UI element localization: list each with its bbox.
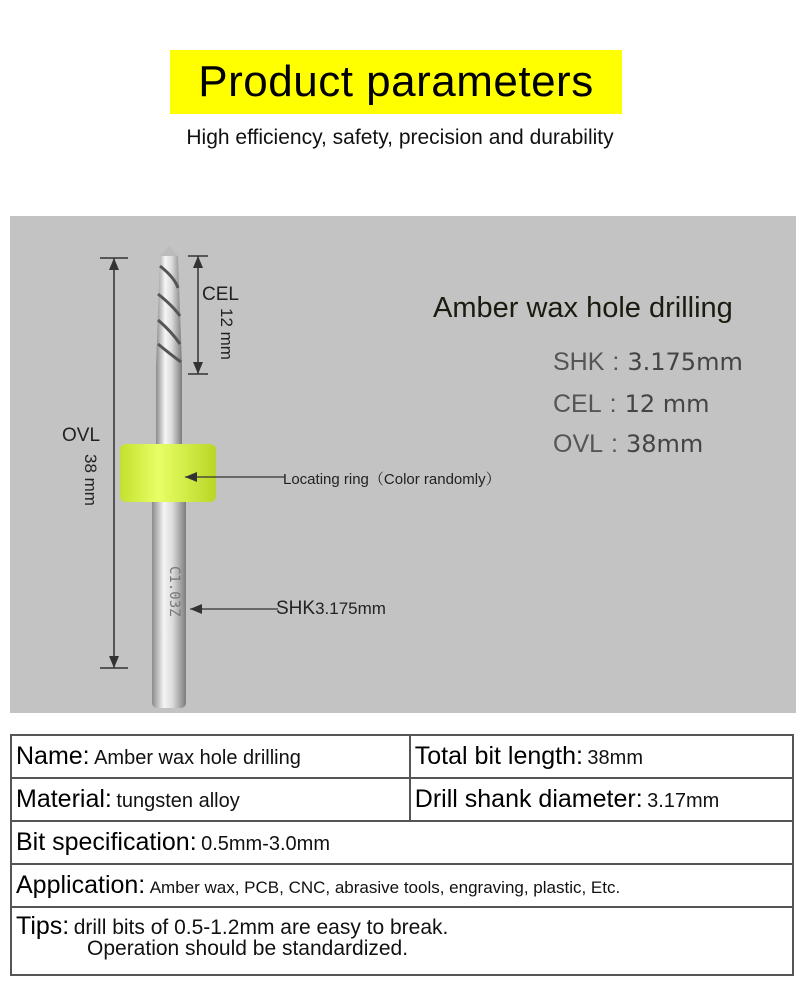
application-value: Amber wax, PCB, CNC, abrasive tools, engraving, plastic, Etc. — [149, 878, 621, 897]
spec-row-ovl — [553, 430, 703, 459]
spec-value: 12 mm — [624, 390, 710, 418]
shk-value: 3.175mm — [315, 599, 386, 618]
spec-table — [10, 734, 794, 976]
cel-length-label: 12 mm — [217, 308, 236, 360]
spec-value: 38mm — [625, 430, 704, 458]
table-row — [11, 735, 793, 778]
application-cell — [11, 864, 793, 907]
product-photo — [10, 216, 796, 713]
material-cell — [11, 778, 410, 821]
application-key: Application: — [16, 871, 146, 899]
page-title: Product parameters — [198, 57, 594, 106]
bit-spec-cell — [11, 821, 793, 864]
shank-value: 3.17mm — [647, 790, 720, 812]
spec-key: SHK — [553, 348, 605, 376]
locating-ring-shape — [120, 444, 216, 502]
spec-key: OVL — [553, 430, 604, 458]
ovl-length-label: 38 mm — [81, 454, 100, 506]
product-name: Amber wax hole drilling — [433, 292, 733, 324]
bit-spec-key: Bit specification: — [16, 828, 197, 856]
cel-label: CEL — [202, 284, 239, 305]
shank-key: Drill shank diameter: — [414, 785, 643, 813]
name-value: Amber wax hole drilling — [94, 747, 301, 769]
table-row — [11, 821, 793, 864]
ovl-label: OVL — [62, 425, 101, 446]
material-key: Material: — [16, 785, 112, 813]
spec-value: 3.175mm — [627, 348, 743, 376]
shank-cell — [410, 778, 793, 821]
tips-line-1: drill bits of 0.5-1.2mm are easy to break. — [73, 916, 449, 939]
bit-spec-value: 0.5mm-3.0mm — [201, 833, 330, 855]
total-length-cell — [410, 735, 793, 778]
table-row — [11, 778, 793, 821]
table-row — [11, 864, 793, 907]
tips-line-2: Operation should be standardized. — [87, 937, 409, 960]
tips-cell — [11, 907, 793, 975]
name-cell — [11, 735, 410, 778]
spec-sep: : — [611, 430, 618, 458]
spec-key: CEL — [553, 390, 602, 418]
tips-key: Tips: — [16, 912, 70, 940]
spec-row-shk — [553, 348, 743, 377]
svg-text:C1.03Z: C1.03Z — [166, 566, 182, 617]
table-row — [11, 907, 793, 975]
spec-sep: : — [609, 390, 617, 418]
shk-label — [276, 598, 386, 620]
total-length-value: 38mm — [587, 747, 643, 769]
spec-row-cel — [553, 390, 710, 419]
locating-ring-label: Locating ring（Color randomly） — [283, 471, 501, 488]
drill-bit-illustration — [10, 216, 796, 713]
material-value: tungsten alloy — [116, 790, 240, 812]
spec-sep: : — [612, 348, 620, 376]
total-length-key: Total bit length: — [414, 742, 583, 770]
shk-key: SHK — [276, 598, 316, 619]
page-subtitle: High efficiency, safety, precision and durability — [186, 126, 614, 149]
title-banner — [170, 50, 622, 114]
name-key: Name: — [16, 742, 90, 770]
drill-tip — [160, 246, 178, 256]
